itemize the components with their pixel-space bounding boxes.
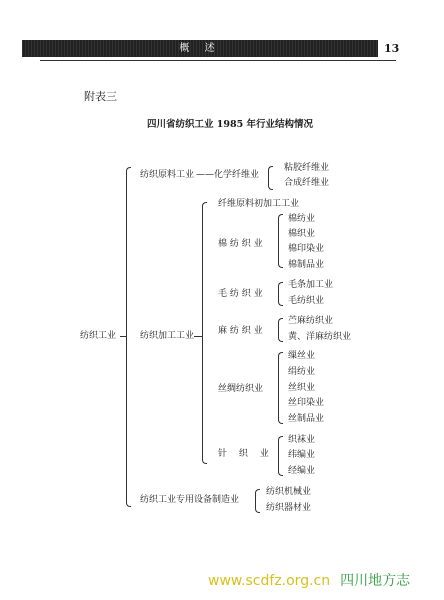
leaf-jute: 黄、洋麻纺织业 xyxy=(288,332,352,342)
hemp-bracket xyxy=(278,318,283,342)
leaf-viscose: 粘胶纤维业 xyxy=(284,163,330,173)
cotton-bracket xyxy=(278,214,283,268)
leaf-silk-weaving: 丝织业 xyxy=(288,383,316,393)
leaf-spun-silk: 绢纺业 xyxy=(288,367,316,377)
root-bracket xyxy=(126,167,131,507)
leaf-weft-knit: 纬编业 xyxy=(288,450,316,460)
group-silk: 丝绸纺织业 xyxy=(218,384,264,394)
leaf-textile-machinery: 纺织机械业 xyxy=(266,487,312,497)
processing-connector xyxy=(194,336,202,337)
watermark-name: 四川地方志 xyxy=(340,573,411,589)
leaf-cotton-weaving: 棉织业 xyxy=(288,229,316,239)
leaf-textile-accessories: 纺织器材业 xyxy=(266,503,312,513)
watermark-url: www.scdfz.org.cn xyxy=(208,573,331,589)
header-rule xyxy=(40,60,396,61)
header-title: 概 述 xyxy=(179,43,221,54)
silk-bracket xyxy=(278,352,283,424)
branch-equipment-label: 纺织工业专用设备制造业 xyxy=(140,495,240,505)
wool-bracket xyxy=(278,282,283,306)
branch-processing-label: 纺织加工工业 xyxy=(140,331,195,341)
group-hemp: 麻 纺 织 业 xyxy=(218,326,263,336)
leaf-silk-reeling: 缫丝业 xyxy=(288,351,316,361)
page-number: 13 xyxy=(384,42,400,55)
leaf-hosiery: 织袜业 xyxy=(288,435,316,445)
group-cotton: 棉 纺 织 业 xyxy=(218,239,263,249)
leaf-cotton-spinning: 棉纺业 xyxy=(288,214,316,224)
table-title: 四川省纺织工业 1985 年行业结构情况 xyxy=(147,119,314,130)
leaf-ramie: 苎麻纺织业 xyxy=(288,316,334,326)
chemical-fiber-label: 化学纤维业 xyxy=(214,170,260,180)
leaf-wool-top: 毛条加工业 xyxy=(288,280,334,290)
leaf-silk-products: 丝制品业 xyxy=(288,414,325,424)
watermark xyxy=(208,572,410,590)
processing-bracket xyxy=(202,202,207,464)
equipment-bracket xyxy=(255,489,260,513)
knitting-bracket xyxy=(278,436,283,476)
leaf-cotton-products: 棉制品业 xyxy=(288,260,325,270)
appendix-label: 附表三 xyxy=(84,90,117,103)
leaf-wool-spinning: 毛纺织业 xyxy=(288,296,325,306)
group-wool: 毛 纺 织 业 xyxy=(218,289,263,299)
chemical-fiber-bracket xyxy=(268,166,273,190)
group-knitting: 针 织 业 xyxy=(218,449,269,459)
leaf-synthetic: 合成纤维业 xyxy=(284,178,330,188)
root-label: 纺织工业 xyxy=(80,331,117,341)
leaf-cotton-dyeing: 棉印染业 xyxy=(288,244,325,254)
group-fiber-primary: 纤维原料初加工工业 xyxy=(218,199,300,209)
branch-raw-material-connector: —— xyxy=(196,170,214,180)
branch-raw-material-label: 纺织原料工业 xyxy=(140,170,195,180)
leaf-silk-dyeing: 丝印染业 xyxy=(288,398,325,408)
leaf-warp-knit: 经编业 xyxy=(288,466,316,476)
